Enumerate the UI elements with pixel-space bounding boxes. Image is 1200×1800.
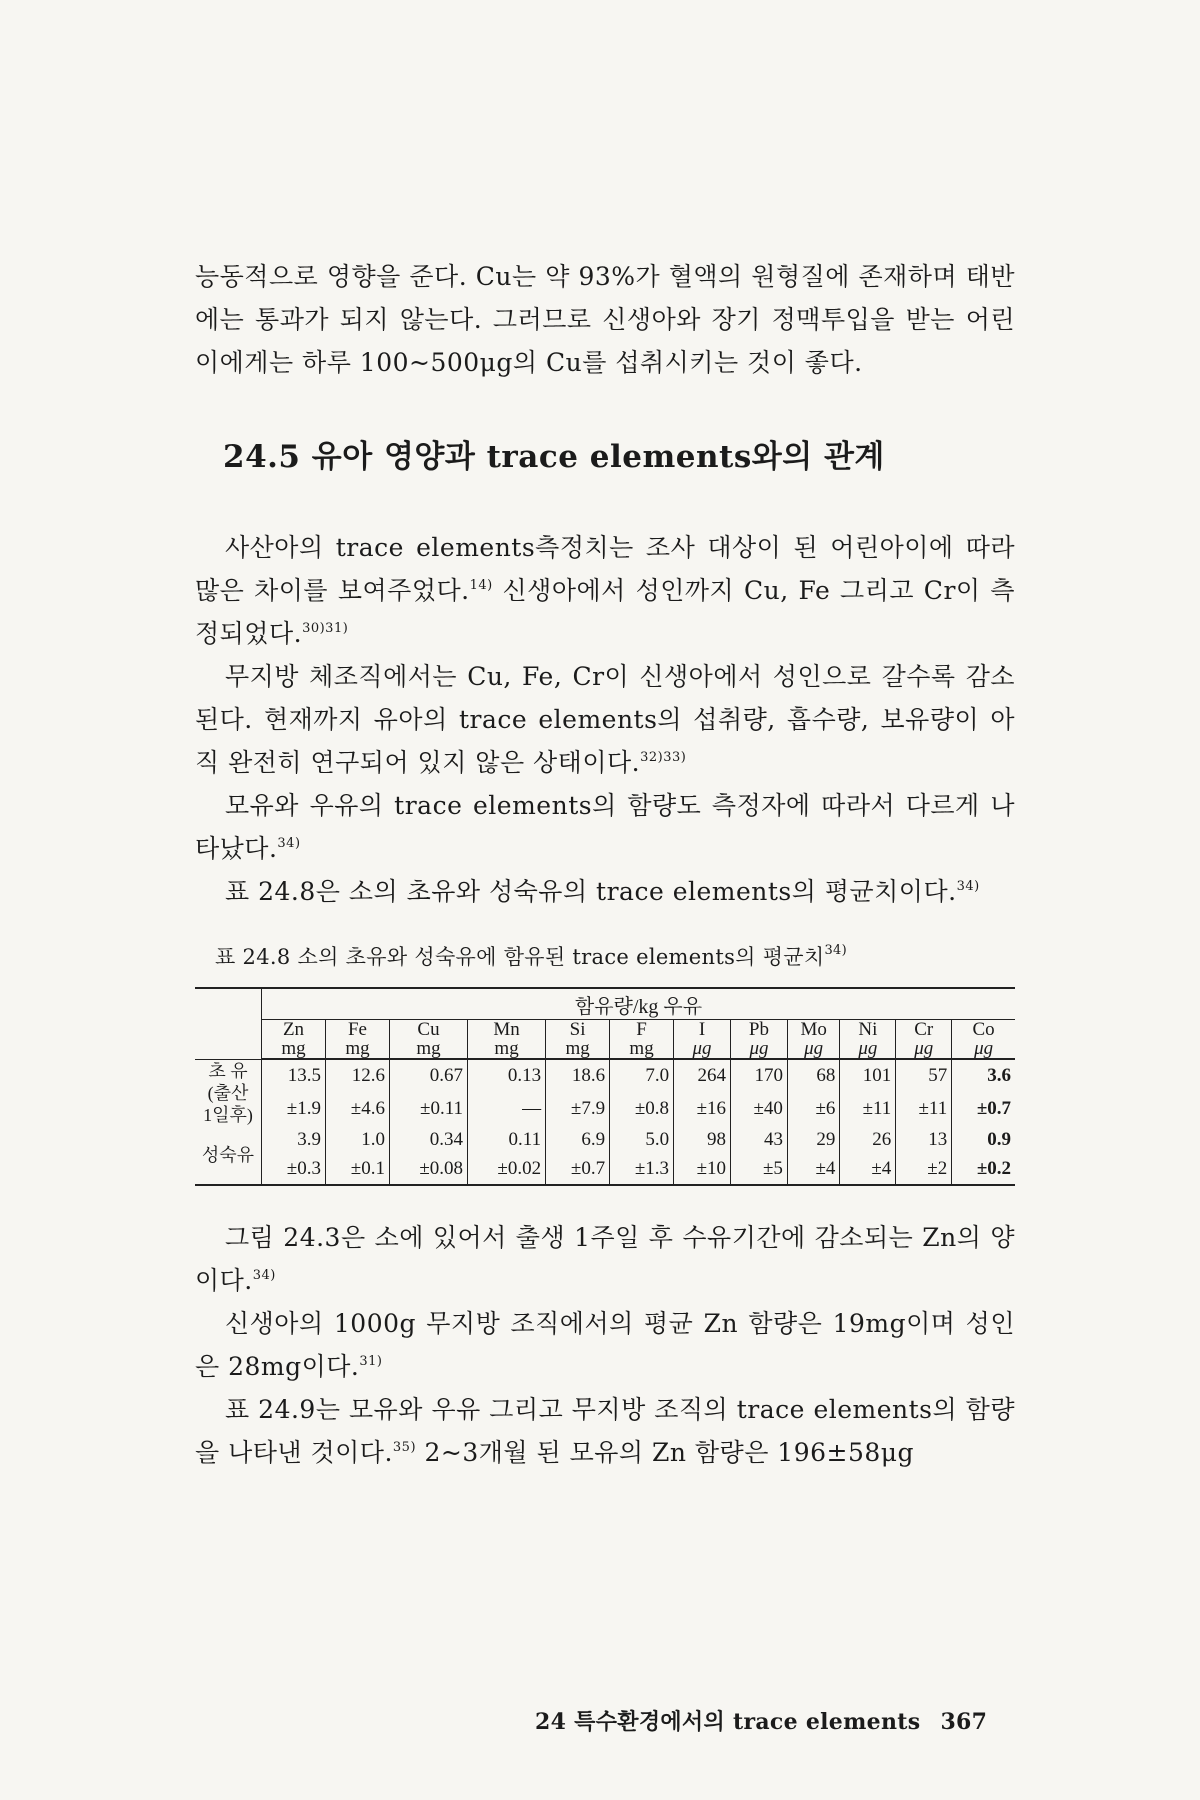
table-row-mature-sd [195,1155,1015,1185]
page-footer [535,1705,987,1736]
group-header: 함유량/kg 우유 [262,988,1016,1020]
col-header-fe: Fe [325,1020,389,1040]
col-unit: mg [610,1039,674,1059]
col-unit: mg [325,1039,389,1059]
table-cell: 3.6 [987,1065,1011,1087]
col-header-cu: Cu [389,1020,467,1040]
table-row-colostrum-sd [195,1093,1015,1126]
body-paragraph-6: 신생아의 1000g 무지방 조직에서의 평균 Zn 함량은 19mg이며 성인은 28mg이다.$^{31)}$ [195,1308,1015,1381]
running-footer-title: 24 특수환경에서의 trace elements [535,1709,921,1735]
table-cell: 1.0 [325,1126,389,1155]
page-number: 367 [940,1709,988,1735]
table-cell: ±0.11 [389,1093,467,1126]
trace-elements-table [195,987,1015,1186]
table-cell: ±0.7 [546,1155,610,1185]
table-row-colostrum-mean [195,1059,1015,1093]
col-header-f: F [610,1020,674,1040]
body-paragraph-2: 무지방 체조직에서는 Cu, Fe, Cr이 신생아에서 성인으로 갈수록 감소된다. 현재까지 유아의 trace elements의 섭취량, 흡수량, 보유량이 아직 완전히 연구되어 있지 않은 상태이다.$^{32)33)}$ [195,662,1015,777]
section-heading: 24.5 유아 영양과 trace elements와의 관계 [223,439,885,475]
table-cell: ±40 [731,1093,788,1126]
table-cell: ±1.3 [610,1155,674,1185]
col-unit: μg [896,1039,952,1059]
table-cell: 18.6 [546,1059,610,1093]
table-cell: ±0.08 [389,1155,467,1185]
table-cell: 0.9 [987,1129,1011,1150]
body-paragraph-7: 표 24.9는 모유와 우유 그리고 무지방 조직의 trace elements의 함량을 나타낸 것이다.$^{35)}$ 2~3개월 된 모유의 Zn 함량은 196±58μg [195,1394,1015,1467]
table-cell: 26 [840,1126,896,1155]
table-cell: 7.0 [610,1059,674,1093]
table-row-mature-mean [195,1126,1015,1155]
col-unit: mg [468,1039,546,1059]
table-cell: ±0.8 [610,1093,674,1126]
col-header-ni: Ni [840,1020,896,1040]
table-cell: ±11 [896,1093,952,1126]
col-header-mn: Mn [468,1020,546,1040]
table-cell: ±5 [731,1155,788,1185]
table-cell: ±6 [787,1093,839,1126]
body-paragraph-1: 사산아의 trace elements측정치는 조사 대상이 된 어린아이에 따라 많은 차이를 보여주었다.$^{14)}$ 신생아에서 성인까지 Cu, Fe 그리고 Cr이 측정되었다.$^{30)31)}$ [195,533,1016,648]
table-cell: 68 [787,1059,839,1093]
table-cell: ±0.3 [262,1155,326,1185]
col-unit: μg [731,1039,788,1059]
col-header-mo: Mo [787,1020,839,1040]
table-cell: ±4 [840,1155,896,1185]
col-header-pb: Pb [731,1020,788,1040]
row-label-mature-milk: 성숙유 [195,1126,262,1185]
table-cell: 101 [840,1059,896,1093]
col-header-zn: Zn [262,1020,326,1040]
table-cell: 0.13 [468,1059,546,1093]
table-cell: 12.6 [325,1059,389,1093]
col-header-co: Co [972,1019,995,1040]
table-cell: 13.5 [262,1059,326,1093]
table-cell: — [468,1093,546,1126]
table-cell: 0.34 [389,1126,467,1155]
table-cell: 57 [896,1059,952,1093]
table-cell: 13 [896,1126,952,1155]
table-cell: 6.9 [546,1126,610,1155]
table-cell: 0.11 [468,1126,546,1155]
after-table-text [195,1216,1015,1474]
col-unit: μg [674,1039,731,1059]
body-paragraph-3: 모유와 우유의 trace elements의 함량도 측정자에 따라서 다르게 나타났다.$^{34)}$ [195,791,1015,863]
table-cell: 170 [731,1059,788,1093]
col-unit: μg [952,1039,1015,1059]
page-body [195,255,1015,1474]
col-header-si: Si [546,1020,610,1040]
body-paragraph-4: 표 24.8은 소의 초유와 성숙유의 trace elements의 평균치이다.$^{34)}$ [225,877,980,906]
col-unit: mg [546,1039,610,1059]
col-header-cr: Cr [896,1020,952,1040]
table-cell: ±0.7 [976,1098,1011,1120]
table-cell: 3.9 [262,1126,326,1155]
col-unit: mg [262,1039,326,1059]
table-cell: 264 [674,1059,731,1093]
col-unit: μg [840,1039,896,1059]
table-cell: ±2 [896,1155,952,1185]
col-header-i: I [674,1020,731,1040]
table-caption: 표 24.8 소의 초유와 성숙유에 함유된 trace elements의 평균치$^{34)}$ [215,943,847,969]
table-cell: ±0.02 [468,1155,546,1185]
table-cell: ±16 [674,1093,731,1126]
row-label-colostrum: 초 유 (출산 1일후) [195,1059,262,1126]
table-cell: 43 [731,1126,788,1155]
table-cell: ±7.9 [546,1093,610,1126]
table-cell: 29 [787,1126,839,1155]
table-cell: ±1.9 [262,1093,326,1126]
table-cell: ±0.2 [976,1158,1011,1179]
col-unit: μg [787,1039,839,1059]
table-cell: ±0.1 [325,1155,389,1185]
table-cell: ±4 [787,1155,839,1185]
table-cell: ±10 [674,1155,731,1185]
table-cell: ±4.6 [325,1093,389,1126]
table-stub-header [195,988,262,1059]
table-cell: 5.0 [610,1126,674,1155]
body-paragraph-5: 그림 24.3은 소에 있어서 출생 1주일 후 수유기간에 감소되는 Zn의 양이다.$^{34)}$ [195,1222,1015,1295]
table-cell: 98 [674,1126,731,1155]
table-cell: 0.67 [389,1059,467,1093]
col-unit: mg [389,1039,467,1059]
intro-paragraph: 능동적으로 영향을 준다. Cu는 약 93%가 혈액의 원형질에 존재하며 태반에는 통과가 되지 않는다. 그러므로 신생아와 장기 정맥투입을 받는 어린이에게는 하루 100~500μg의 Cu를 섭취시키는 것이 좋다. [195,262,1015,377]
table-cell: ±11 [840,1093,896,1126]
